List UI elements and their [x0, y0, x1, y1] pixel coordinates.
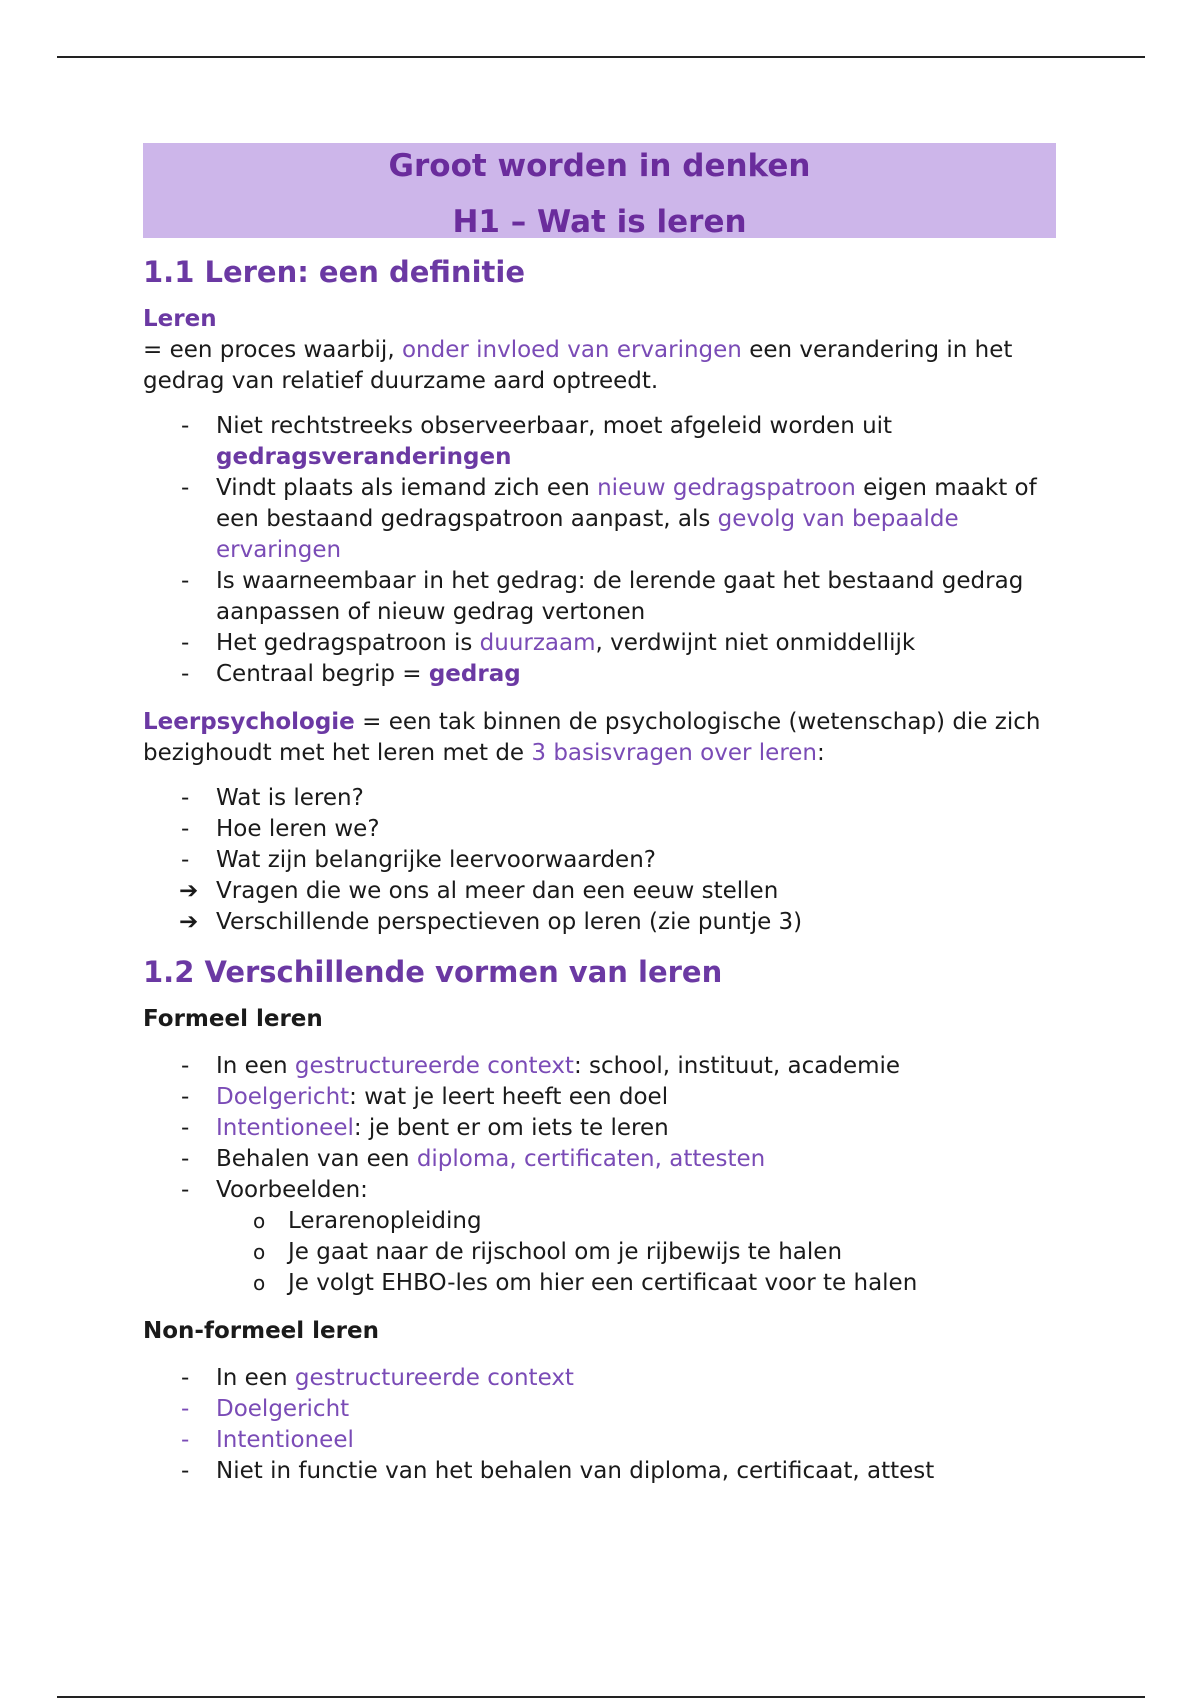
circle-marker: o	[253, 1209, 266, 1233]
item-text: Het gedragspatroon is	[216, 630, 480, 656]
item-highlight: Intentioneel	[216, 1115, 354, 1141]
list-item	[143, 628, 1056, 659]
item-text: Verschillende perspectieven op leren (zie puntje 3)	[216, 909, 803, 935]
item-highlight: duurzaam	[479, 630, 596, 656]
list-item	[143, 845, 1056, 876]
dash-marker: -	[181, 785, 190, 811]
non-formeel-leren-list	[143, 1363, 1056, 1487]
item-text: Lerarenopleiding	[288, 1208, 482, 1234]
list-item	[143, 411, 1056, 473]
item-text: Vindt plaats als iemand zich een	[216, 475, 598, 501]
paragraph-text: :	[817, 740, 825, 766]
list-item	[143, 1456, 1056, 1487]
item-text: eigen maakt of een bestaand gedragspatroon aanpast, als	[216, 475, 1037, 532]
item-highlight: diploma, certificaten, attesten	[416, 1146, 766, 1172]
list-item	[143, 1144, 1056, 1175]
dash-marker: -	[181, 1365, 190, 1391]
paragraph-text: = een tak binnen de psychologische (wetenschap) die zich bezighoudt met het leren met de	[143, 709, 1041, 766]
document-body	[143, 143, 1056, 1487]
list-item	[143, 1082, 1056, 1113]
item-text: Is waarneembaar in het gedrag: de lerende gaat het bestaand gedrag aanpassen of nieuw gedrag vertonen	[216, 568, 1024, 625]
list-item	[143, 876, 1056, 907]
dash-marker: -	[181, 1146, 190, 1172]
item-text: Niet in functie van het behalen van diploma, certificaat, attest	[216, 1458, 935, 1484]
dash-marker: -	[181, 568, 190, 594]
list-item	[143, 1175, 1056, 1299]
term-leren: Leren	[143, 306, 217, 332]
dash-marker: -	[181, 1084, 190, 1110]
list-item	[143, 659, 1056, 690]
item-text: Je gaat naar de rijschool om je rijbewijs te halen	[288, 1239, 843, 1265]
item-text: , verdwijnt niet onmiddellijk	[595, 630, 916, 656]
list-item	[143, 907, 1056, 938]
basic-questions-list	[143, 783, 1056, 938]
list-item	[216, 1268, 1056, 1299]
list-item	[143, 473, 1056, 566]
dash-marker: -	[181, 475, 190, 501]
list-item	[143, 1051, 1056, 1082]
definition-highlight: onder invloed van ervaringen	[401, 337, 742, 363]
leren-characteristics-list	[143, 411, 1056, 690]
definition-post: een verandering in het gedrag van relatief duurzame aard optreedt.	[143, 337, 1013, 394]
item-highlight: gevolg van bepaalde ervaringen	[216, 506, 959, 563]
examples-sublist	[216, 1206, 1056, 1299]
dash-marker: -	[181, 1458, 190, 1484]
item-highlight: gestructureerde context	[294, 1053, 574, 1079]
dash-marker: -	[181, 1115, 190, 1141]
paragraph-highlight: 3 basisvragen over leren	[531, 740, 818, 766]
item-text: In een	[216, 1053, 295, 1079]
item-text: In een	[216, 1365, 295, 1391]
term-leerpsychologie: Leerpsychologie	[143, 709, 355, 735]
dash-marker: -	[181, 1396, 190, 1422]
leerpsychologie-paragraph	[143, 707, 1056, 769]
dash-marker: -	[181, 1177, 190, 1203]
item-text: Niet rechtstreeks observeerbaar, moet afgeleid worden uit	[216, 413, 893, 439]
circle-marker: o	[253, 1271, 266, 1295]
chapter-title: H1 – Wat is leren	[452, 204, 747, 240]
list-item	[143, 814, 1056, 845]
arrow-icon: ➔	[179, 909, 199, 935]
list-item	[216, 1206, 1056, 1237]
item-text: Voorbeelden:	[216, 1177, 368, 1203]
list-item	[143, 566, 1056, 628]
item-text: Behalen van een	[216, 1146, 417, 1172]
definition-pre: = een proces waarbij,	[143, 337, 402, 363]
dash-marker: -	[181, 661, 190, 687]
item-bold: gedrag	[428, 661, 521, 687]
dash-marker: -	[181, 1427, 190, 1453]
dash-marker: -	[181, 413, 190, 439]
circle-marker: o	[253, 1240, 266, 1264]
dash-marker: -	[181, 847, 190, 873]
section-heading-1-2: 1.2 Verschillende vormen van leren	[143, 955, 723, 989]
title-banner	[143, 143, 1056, 238]
dash-marker: -	[181, 816, 190, 842]
item-highlight: Intentioneel	[216, 1427, 354, 1453]
section-heading-1-1: 1.1 Leren: een definitie	[143, 255, 525, 289]
footer-rule	[57, 1696, 1145, 1698]
item-text: : wat je leert heeft een doel	[349, 1084, 669, 1110]
list-item	[143, 1113, 1056, 1144]
subheading-non-formeel-leren: Non-formeel leren	[143, 1318, 379, 1344]
header-rule	[57, 56, 1145, 58]
item-text: : school, instituut, academie	[573, 1053, 901, 1079]
item-highlight: Doelgericht	[216, 1084, 350, 1110]
item-text: : je bent er om iets te leren	[353, 1115, 669, 1141]
item-text: Je volgt EHBO-les om hier een certificaat voor te halen	[288, 1270, 918, 1296]
list-item	[216, 1237, 1056, 1268]
definition-block	[143, 304, 1056, 397]
item-highlight: nieuw gedragspatroon	[597, 475, 856, 501]
list-item	[143, 1363, 1056, 1394]
subheading-formeel-leren: Formeel leren	[143, 1006, 323, 1032]
list-item	[143, 1394, 1056, 1425]
item-text: Vragen die we ons al meer dan een eeuw stellen	[216, 878, 779, 904]
item-text: Hoe leren we?	[216, 816, 380, 842]
item-bold: gedragsveranderingen	[216, 444, 512, 470]
item-text: Wat is leren?	[216, 785, 364, 811]
dash-marker: -	[181, 1053, 190, 1079]
item-text: Centraal begrip =	[216, 661, 429, 687]
definition-text	[143, 335, 1056, 397]
list-item	[143, 783, 1056, 814]
dash-marker: -	[181, 630, 190, 656]
arrow-icon: ➔	[179, 878, 199, 904]
document-title: Groot worden in denken	[388, 148, 811, 184]
list-item	[143, 1425, 1056, 1456]
item-text: Wat zijn belangrijke leervoorwaarden?	[216, 847, 656, 873]
item-highlight: Doelgericht	[216, 1396, 350, 1422]
item-highlight: gestructureerde context	[294, 1365, 574, 1391]
formeel-leren-list	[143, 1051, 1056, 1299]
